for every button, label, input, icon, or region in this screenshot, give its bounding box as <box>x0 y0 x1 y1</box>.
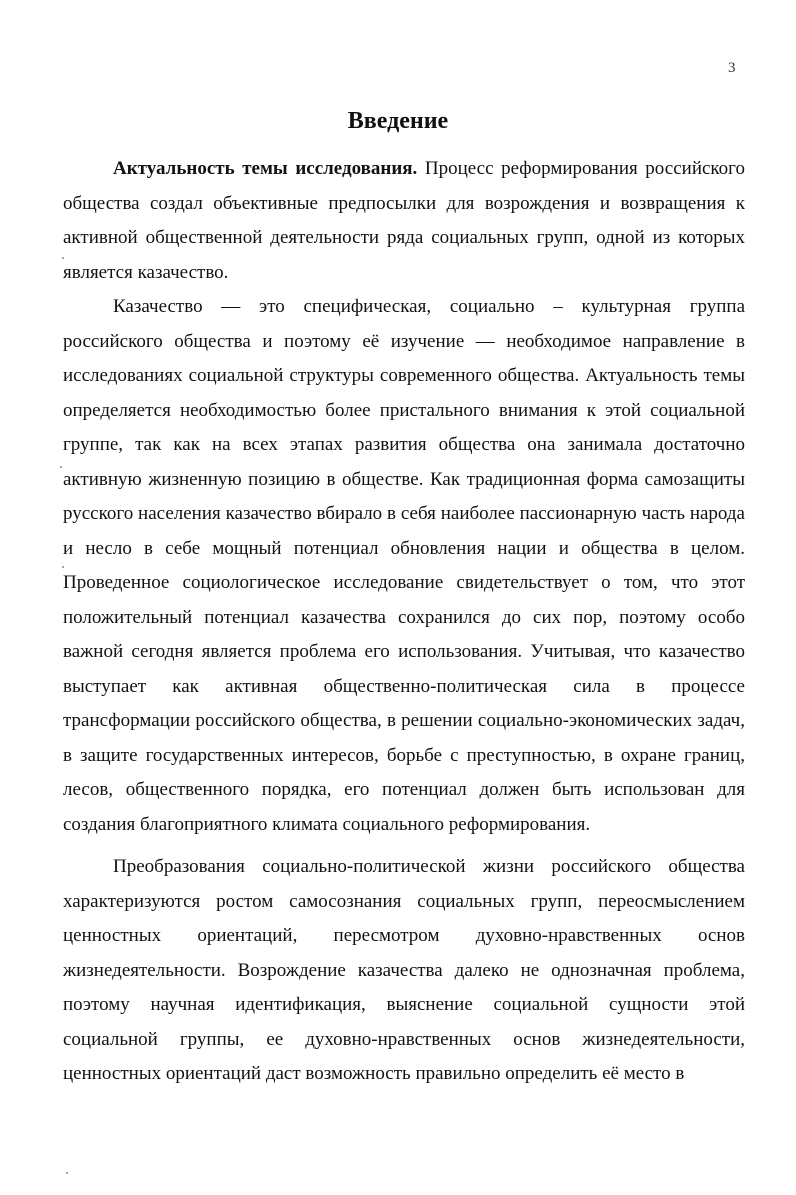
scan-speck <box>60 466 62 468</box>
paragraph-transformations <box>63 850 745 1092</box>
paragraph-relevance <box>63 152 745 290</box>
section-lead-heading: Актуальность темы исследования. <box>113 158 418 179</box>
paragraph-text: Процесс реформирования российского общества создал объективные предпосылки для возрождения и возвращения к активной общественной деятельности ряда социальных групп, одной из которых является казачество. <box>63 158 746 283</box>
paragraph-text: Казачество — это специфическая, социально – культурная группа российского общества и поэтому её изучение — необходимое направление в исследованиях социальной структуры современного общества. Актуальность темы определяется необходимостью более пристального внимания к этой социальной группе, так как на всех этапах развития общества она занимала достаточно активную жизненную позицию в обществе. Как традиционная форма самозащиты русского населения казачество вбирало в себя наиболее пассионарную часть народа и несло в себе мощный потенциал обновления нации и общества в целом. Проведенное социологическое исследование свидетельствует о том, что этот положительный потенциал казачества сохранился до сих пор, поэтому особо важной сегодня является проблема его использования. Учитывая, что казачество выступает как активная общественно-политическая сила в процессе трансформации российского общества, в решении социально-экономических задач, в защите государственных интересов, борьбе с преступностью, в охране границ, лесов, общественного порядка, его потенциал должен быть использован для создания благоприятного климата социального реформирования. <box>63 296 745 835</box>
page-number: 3 <box>728 60 736 76</box>
document-body <box>63 152 745 1092</box>
scan-speck <box>62 566 64 568</box>
scan-speck <box>66 1172 68 1174</box>
paragraph-cossacks <box>63 290 745 842</box>
page-title: Введение <box>347 108 449 134</box>
scan-speck <box>62 257 64 259</box>
paragraph-text: Преобразования социально-политической жизни российского общества характеризуются ростом самосознания социальных групп, переосмыслением ценностных ориентаций, пересмотром духовно-нравственных основ жизнедеятельности. Возрождение казачества далеко не однозначная проблема, поэтому научная идентификация, выяснение социальной сущности этой социальной группы, ее духовно-нравственных основ жизнедеятельности, ценностных ориентаций даст возможность правильно определить её место в <box>63 856 745 1084</box>
